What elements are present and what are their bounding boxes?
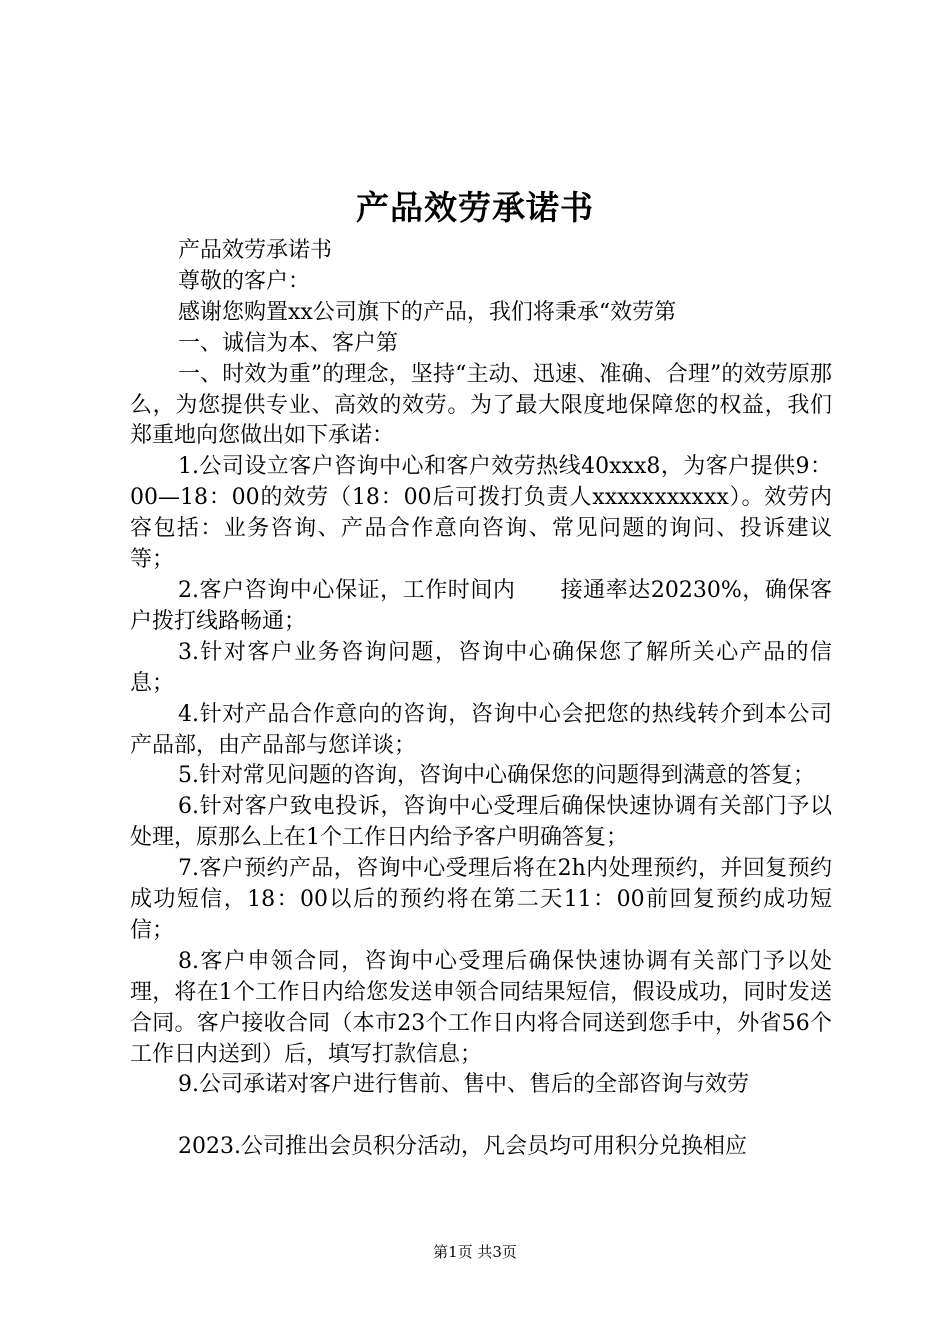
paragraph-item-6: 6.针对客户致电投诉，咨询中心受理后确保快速协调有关部门予以处理，原那么上在1个工作日内给予客户明确答复； [130,794,832,851]
paragraph-item-4: 4.针对产品合作意向的咨询，咨询中心会把您的热线转介到本公司产品部，由产品部与您详谈； [130,701,832,758]
paragraph-principle-2: 一、时效为重”的理念，坚持“主动、迅速、准确、合理”的效劳原那么，为您提供专业、高效的效劳。为了最大限度地保障您的权益，我们郑重地向您做出如下承诺： [130,361,832,449]
document-title: 产品效劳承诺书 [356,188,594,227]
paragraph-item-2: 2.客户咨询中心保证，工作时间内 接通率达20230%，确保客户拨打线路畅通； [130,577,832,634]
paragraph-item-8: 8.客户申领合同，咨询中心受理后确保快速协调有关部门予以处理，将在1个工作日内给您发送申领合同结果短信，假设成功，同时发送合同。客户接收合同（本市23个工作日内将合同送到您手中，外省56个工作日内送到）后，填写打款信息； [130,948,832,1067]
document-body [130,236,832,1163]
page-footer: 第1页 共3页 [433,1243,517,1261]
paragraph-heading: 产品效劳承诺书 [178,238,333,263]
paragraph-thanks: 感谢您购置xx公司旗下的产品，我们将秉承“效劳第 [178,299,677,325]
paragraph-item-5: 5.针对常见问题的咨询，咨询中心确保您的问题得到满意的答复； [178,763,815,789]
paragraph-item-3: 3.针对客户业务咨询问题，咨询中心确保您了解所关心产品的信息； [130,639,832,696]
paragraph-item-1: 1.公司设立客户咨询中心和客户效劳热线40xxx8，为客户提供9：00—18：00的效劳（18：00后可拨打负责人xxxxxxxxxxx）。效劳内容包括：业务咨询、产品合作意向咨询、常见问题的询问、投诉建议等； [130,454,832,573]
paragraph-principle-1: 一、诚信为本、客户第 [178,330,399,356]
paragraph-item-9: 9.公司承诺对客户进行售前、售中、售后的全部咨询与效劳 [178,1072,749,1098]
paragraph-gap [130,1101,832,1132]
paragraph-item-10: 2023.公司推出会员积分活动，凡会员均可用积分兑换相应 [178,1134,747,1160]
paragraph-item-7: 7.客户预约产品，咨询中心受理后将在2h内处理预约，并回复预约成功短信，18：00以后的预约将在第二天11：00前回复预约成功短信； [130,856,832,943]
paragraph-salutation: 尊敬的客户： [178,268,311,294]
